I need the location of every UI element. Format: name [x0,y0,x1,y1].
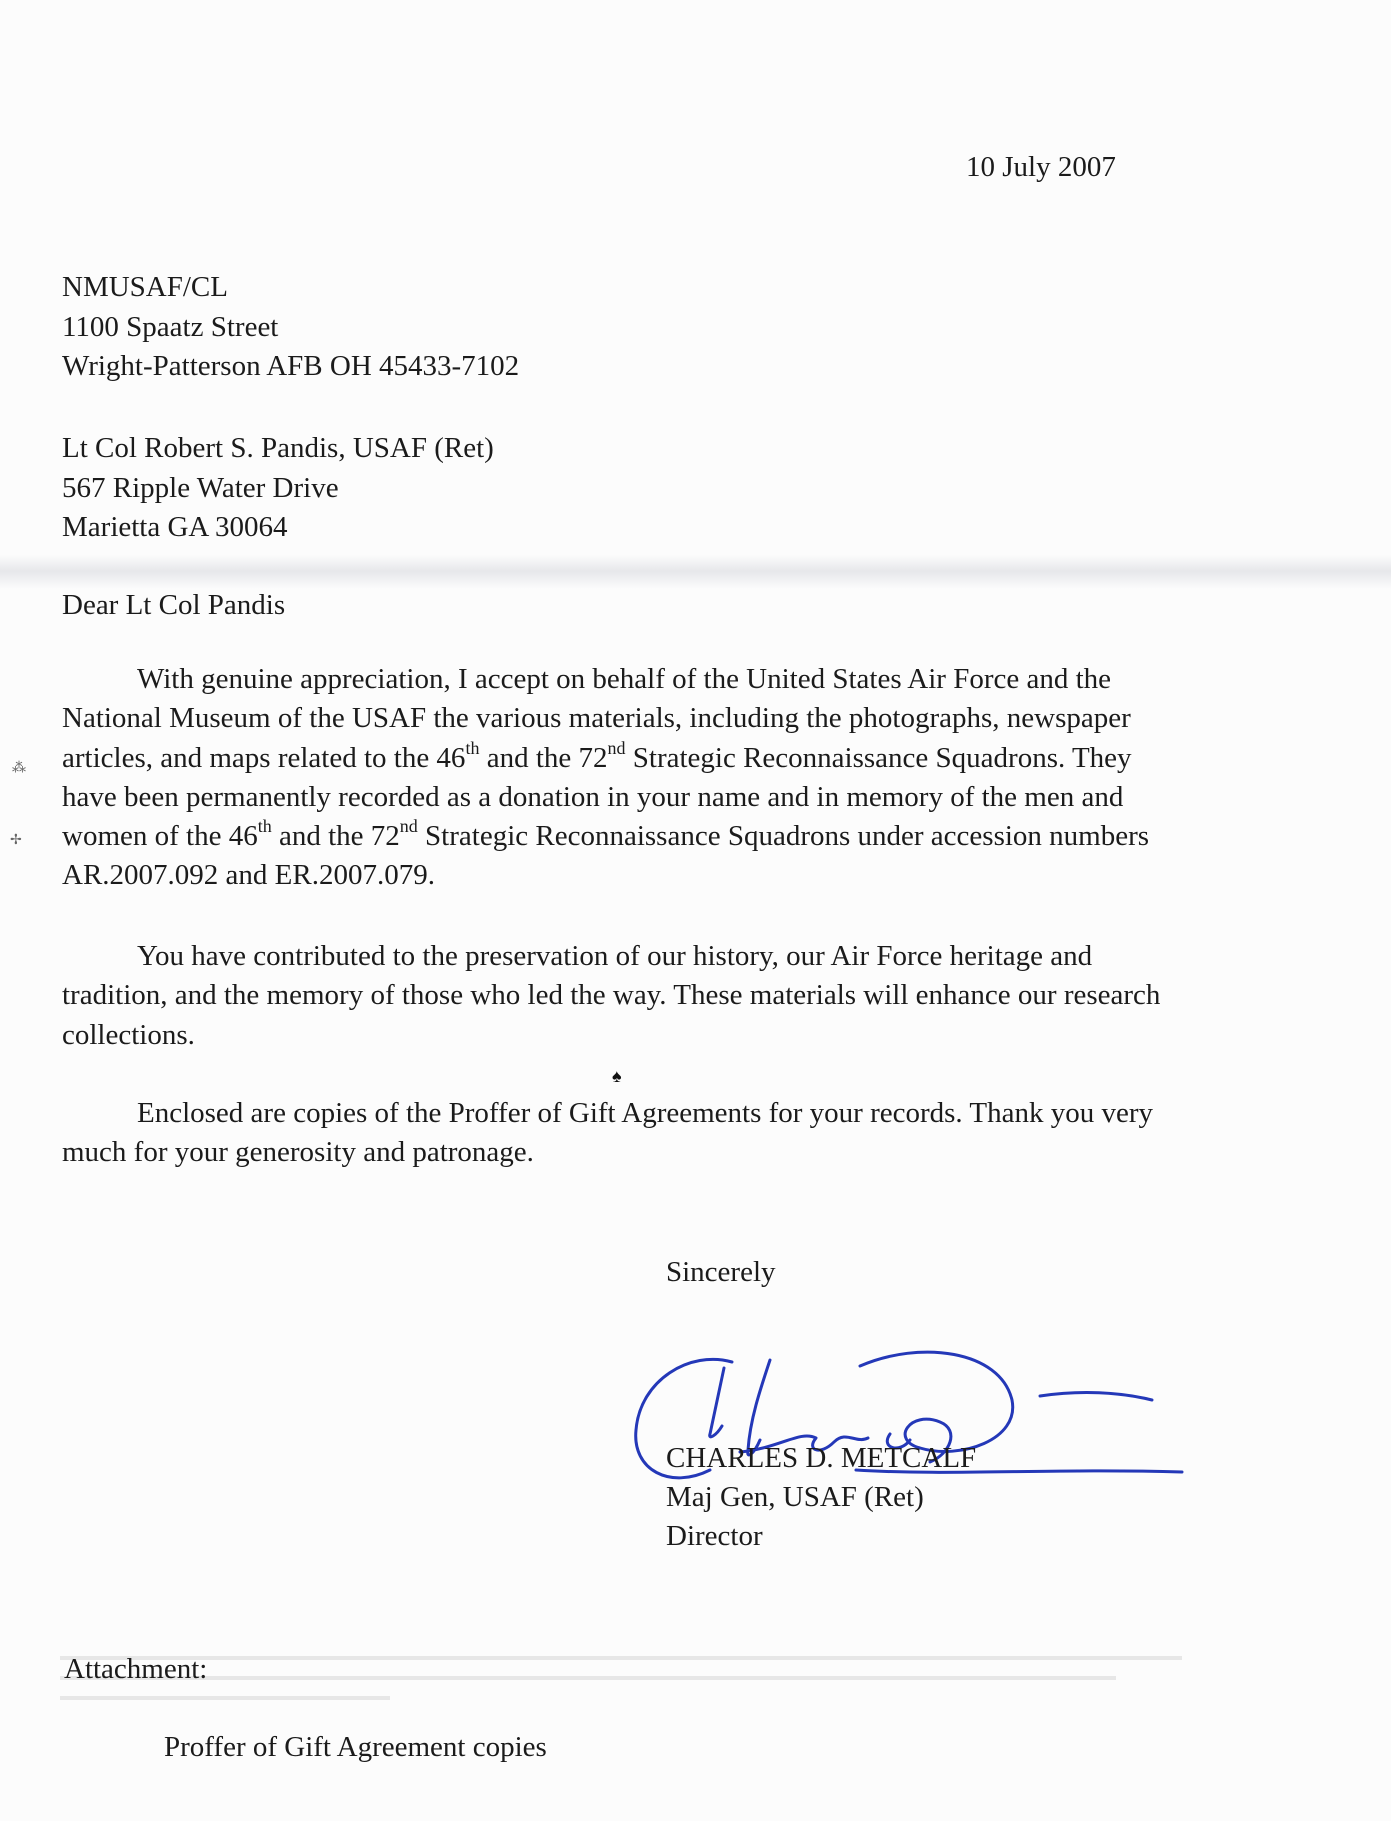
recipient-name: Lt Col Robert S. Pandis, USAF (Ret) [62,432,494,464]
sender-city: Wright-Patterson AFB OH 45433-7102 [62,350,520,382]
ordinal-suffix: th [257,816,272,837]
ordinal-suffix: nd [399,816,418,837]
paragraph-line: National Museum of the USAF the various materials, including the photographs, newspaper [62,702,1131,735]
sender-office: NMUSAF/CL [62,271,228,303]
text-fragment: women of the 46 [62,820,258,853]
recipient-street: 567 Ripple Water Drive [62,471,339,504]
body-paragraph-2 [62,937,1342,1055]
paragraph-line: tradition, and the memory of those who led the way. These materials will enhance our research [62,979,1161,1012]
paragraph-line: have been permanently recorded as a donation in your name and in memory of the men and [62,780,1124,813]
closing: Sincerely [666,1256,776,1288]
sender-street: 1100 Spaatz Street [62,310,279,343]
attachment-item: Proffer of Gift Agreement copies [164,1731,547,1763]
paragraph-line: AR.2007.092 and ER.2007.079. [62,859,435,892]
text-fragment: articles, and maps related to the 46 [62,741,466,774]
text-fragment: Strategic Reconnaissance Squadrons under accession numbers [417,820,1150,853]
body-paragraph-1 [62,660,1342,896]
sender-address [62,268,519,387]
recipient-city: Marietta GA 30064 [62,511,288,543]
body-paragraph-3 [62,1094,1342,1173]
text-fragment: Strategic Reconnaissance Squadrons. They [625,741,1132,774]
ink-spot: ♠ [612,1066,622,1086]
attachment-label: Attachment: [64,1653,208,1685]
paragraph-line [62,817,1342,856]
letter-date: 10 July 2007 [966,151,1116,183]
paragraph-line: With genuine appreciation, I accept on behalf of the United States Air Force and the [137,663,1112,695]
signatory-rank: Maj Gen, USAF (Ret) [666,1481,924,1513]
signatory-name: CHARLES D. METCALF [666,1442,977,1474]
scan-speck: ✢ [10,833,22,848]
paragraph-line: collections. [62,1018,195,1051]
text-fragment: and the 72 [479,741,608,774]
paragraph-line: much for your generosity and patronage. [62,1136,534,1169]
paragraph-line: You have contributed to the preservation of our history, our Air Force heritage and [137,940,1093,972]
ordinal-suffix: th [465,737,480,758]
salutation: Dear Lt Col Pandis [62,589,286,621]
paper-fold-shadow [0,555,1391,589]
reverse-side-bleed-through [60,1640,1380,1730]
scan-speck: ⁂ [12,761,26,776]
ordinal-suffix: nd [607,737,626,758]
paragraph-line: Enclosed are copies of the Proffer of Gift Agreements for your records. Thank you very [137,1097,1154,1129]
signatory-title: Director [666,1520,763,1552]
text-fragment: and the 72 [271,820,400,853]
recipient-address [62,429,494,548]
paragraph-line [62,739,1342,778]
signature-block [666,1439,976,1556]
